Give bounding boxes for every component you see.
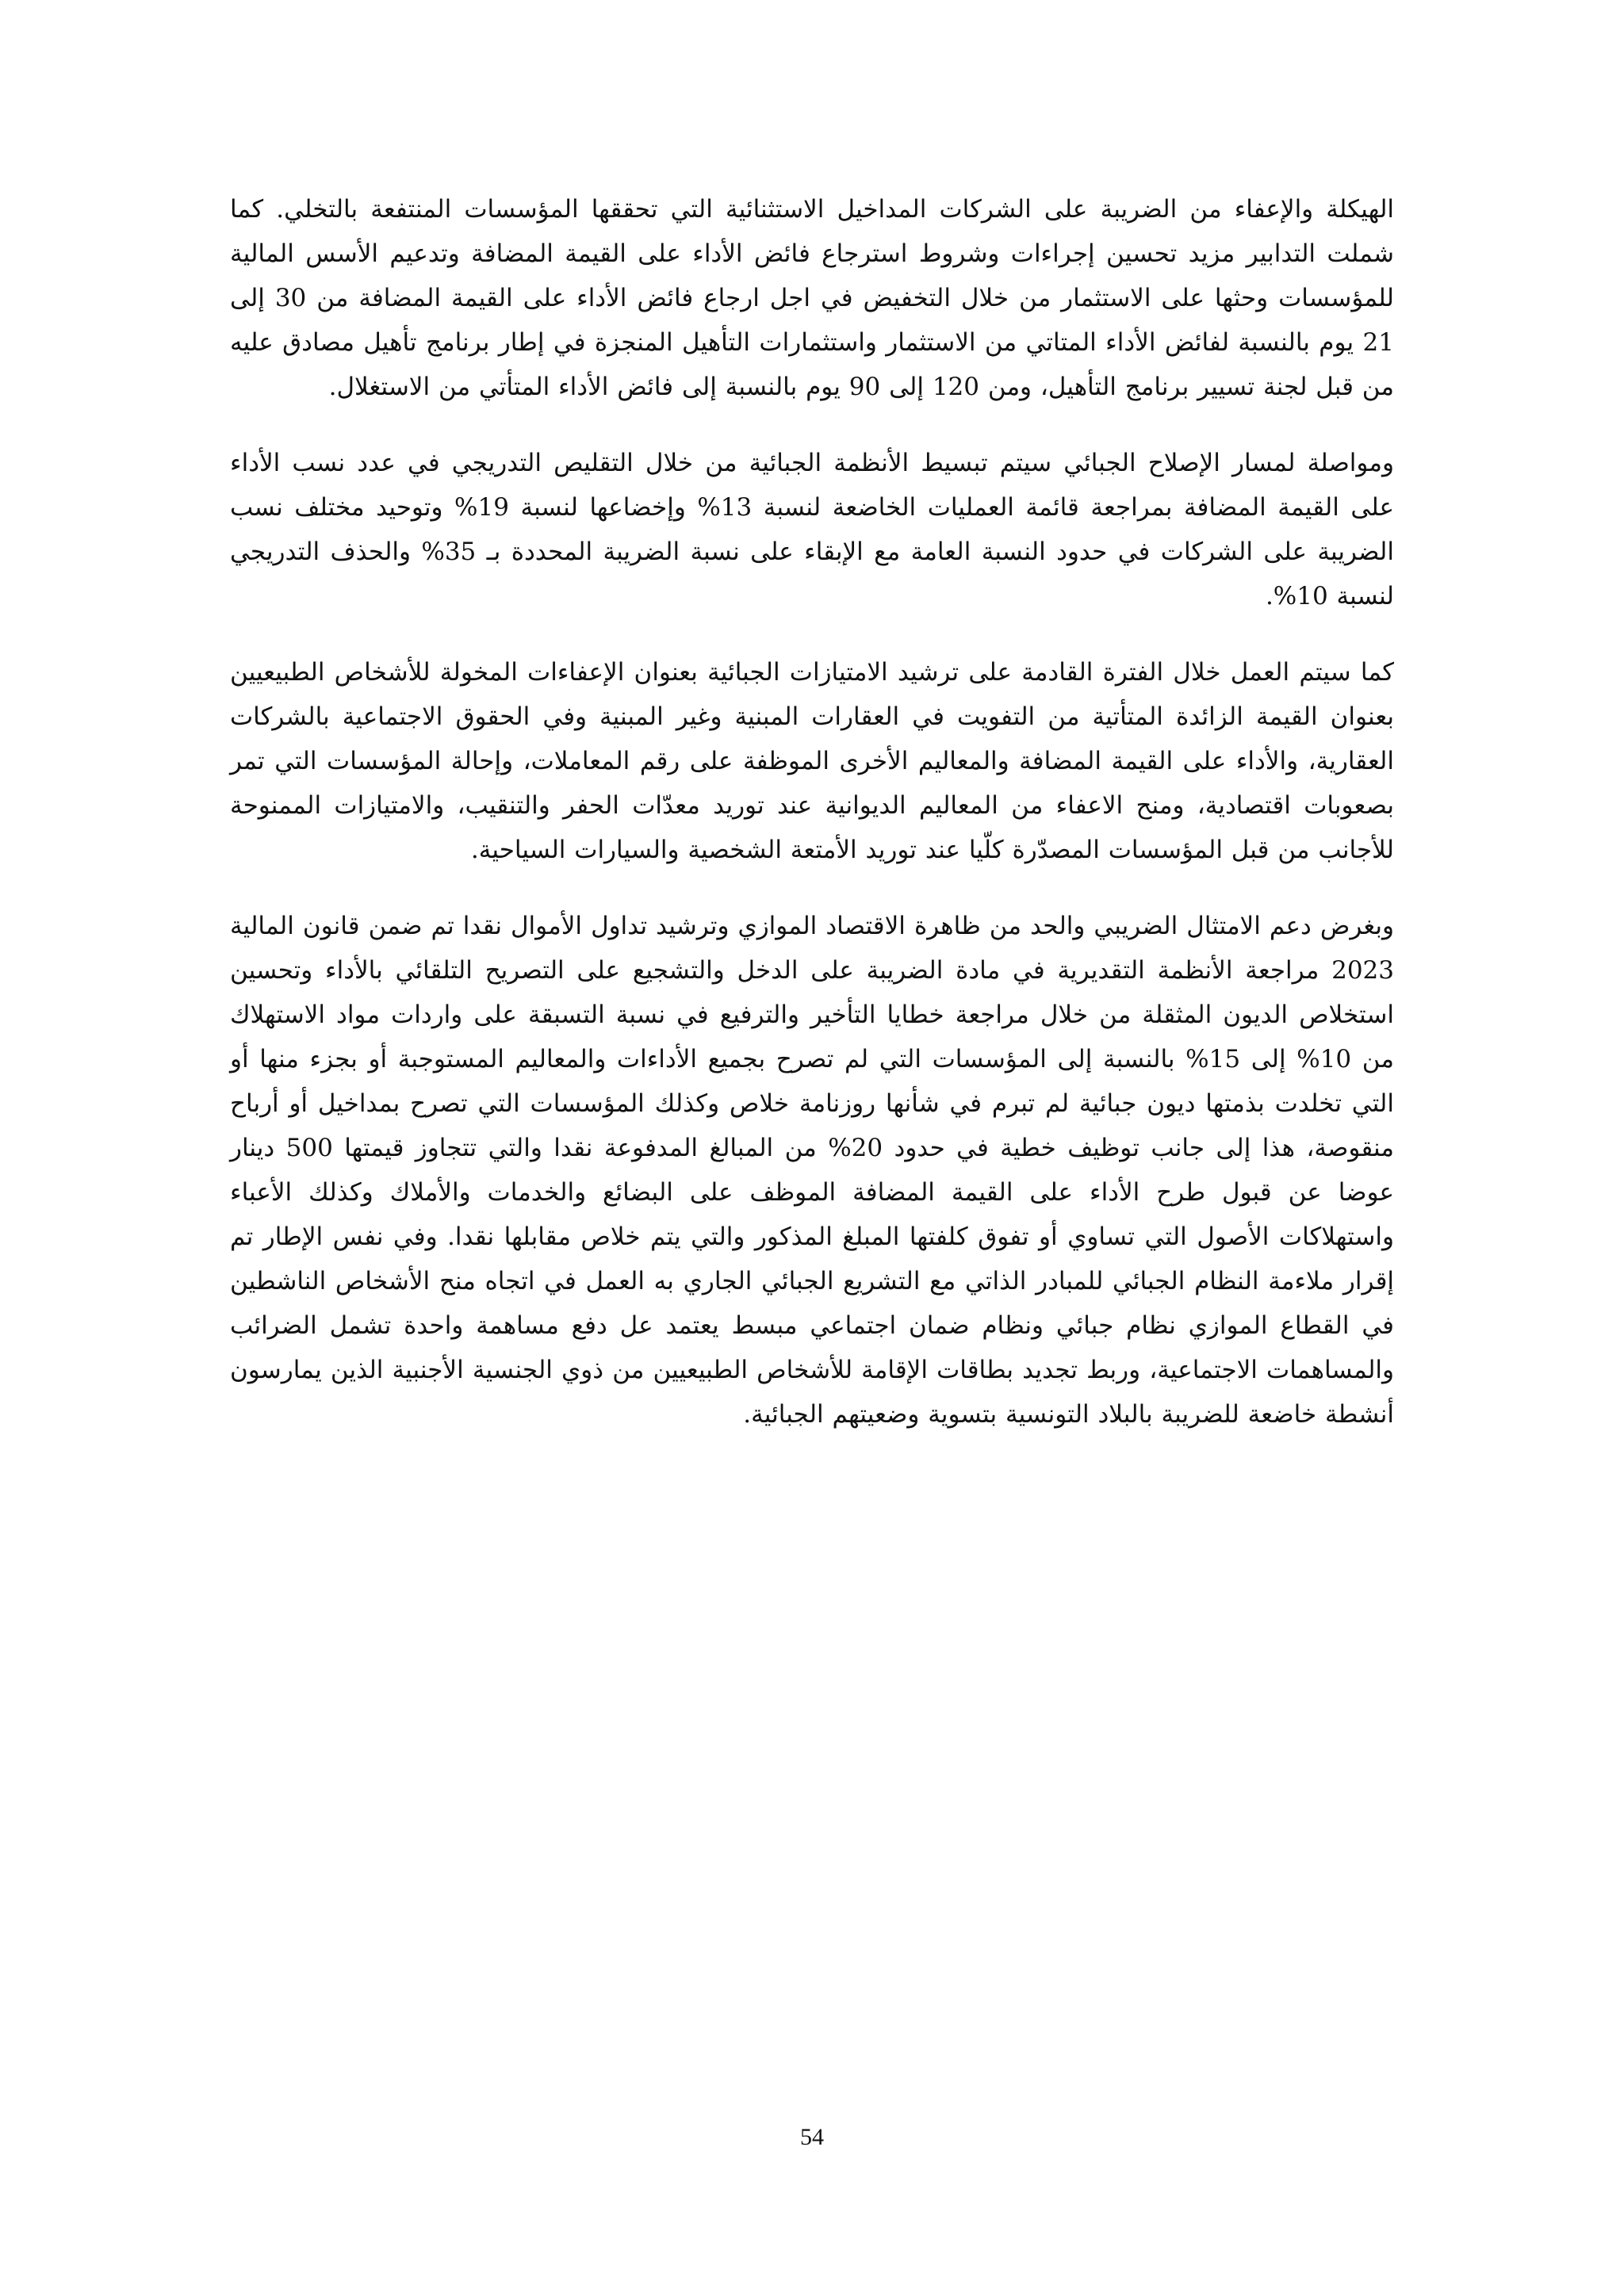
page-number: 54 [800,2124,824,2150]
paragraph-restructuring-vat-refund: الهيكلة والإعفاء من الضريبة على الشركات المداخيل الاستثنائية التي تحققها المؤسسات المنتفعة بالتخلي. كما شملت التدابير مزيد تحسين إجراءات وشروط استرجاع فائض الأداء على القيمة المضافة وتدعيم الأسس المالية للمؤسسات وحثها على الاستثمار من خلال التخفيض في اجل ارجاع فائض الأداء على القيمة المضافة من 30 إلى 21 يوم بالنسبة لفائض الأداء المتاتي من الاستثمار واستثمارات التأهيل المنجزة في إطار برنامج تأهيل مصادق عليه من قبل لجنة تسيير برنامج التأهيل، ومن 120 إلى 90 يوم بالنسبة إلى فائض الأداء المتأتي من الاستغلال. [230,195,1394,401]
paragraph-tax-reform-simplification: ومواصلة لمسار الإصلاح الجبائي سيتم تبسيط الأنظمة الجبائية من خلال التقليص التدريجي في عدد نسب الأداء على القيمة المضافة بمراجعة قائمة العمليات الخاضعة لنسبة 13% وإخضاعها لنسبة 19% وتوحيد مختلف نسب الضريبة على الشركات في حدود النسبة العامة مع الإبقاء على نسبة الضريبة المحددة بـ 35% والحذف التدريجي لنسبة 10%. [230,449,1394,610]
paragraph-tax-incentives-rationalization: كما سيتم العمل خلال الفترة القادمة على ترشيد الامتيازات الجبائية بعنوان الإعفاءات المخولة للأشخاص الطبيعيين بعنوان القيمة الزائدة المتأتية من التفويت في العقارات المبنية وغير المبنية وفي الحقوق الاجتماعية بالشركات العقارية، والأداء على القيمة المضافة والمعاليم الأخرى الموظفة على رقم المعاملات، وإحالة المؤسسات التي تمر بصعوبات اقتصادية، ومنح الاعفاء من المعاليم الديوانية عند توريد معدّات الحفر والتنقيب، والامتيازات الممنوحة للأجانب من قبل المؤسسات المصدّرة كلّيا عند توريد الأمتعة الشخصية والسيارات السياحية. [230,658,1394,864]
paragraph-tax-compliance-informal-economy: وبغرض دعم الامتثال الضريبي والحد من ظاهرة الاقتصاد الموازي وترشيد تداول الأموال نقدا تم ضمن قانون المالية 2023 مراجعة الأنظمة التقديرية في مادة الضريبة على الدخل والتشجيع على التصريح التلقائي بالأداء وتحسين استخلاص الديون المثقلة من خلال مراجعة خطايا التأخير والترفيع في نسبة التسبقة على واردات مواد الاستهلاك من 10% إلى 15% بالنسبة إلى المؤسسات التي لم تصرح بجميع الأداءات والمعاليم المستوجبة أو بجزء منها أو التي تخلدت بذمتها ديون جبائية لم تبرم في شأنها روزنامة خلاص وكذلك المؤسسات التي تصرح بمداخيل أو أرباح منقوصة، هذا إلى جانب توظيف خطية في حدود 20% من المبالغ المدفوعة نقدا والتي تتجاوز قيمتها 500 دينار عوضا عن قبول طرح الأداء على القيمة المضافة الموظف على البضائع والخدمات والأملاك وكذلك الأعباء واستهلاكات الأصول التي تساوي أو تفوق كلفتها المبلغ المذكور والتي يتم خلاص مقابلها نقدا. وفي نفس الإطار تم إقرار ملاءمة النظام الجبائي للمبادر الذاتي مع التشريع الجبائي الجاري به العمل في اتجاه منح الأشخاص الناشطين في القطاع الموازي نظام جبائي ونظام ضمان اجتماعي مبسط يعتمد عل دفع مساهمة واحدة تشمل الضرائب والمساهمات الاجتماعية، وربط تجديد بطاقات الإقامة للأشخاص الطبيعيين من ذوي الجنسية الأجنبية الذين يمارسون أنشطة خاضعة للضريبة بالبلاد التونسية بتسوية وضعيتهم الجبائية. [230,912,1395,1429]
